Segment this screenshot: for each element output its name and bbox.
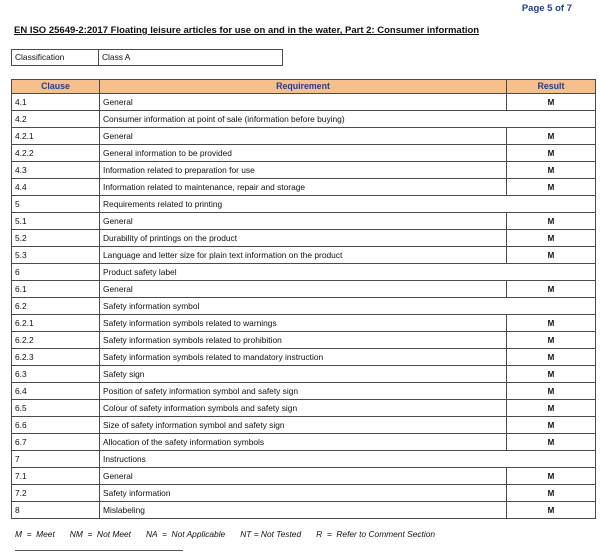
table-row [12,281,596,298]
table-row [12,468,596,485]
clause-cell: 6.2.2 [12,332,100,349]
clause-cell: 5 [12,196,100,213]
table-row [12,111,596,128]
result-cell: M [507,128,596,145]
requirement-cell: Product safety label [100,264,596,281]
clause-cell: 8 [12,502,100,519]
clause-cell: 6.6 [12,417,100,434]
requirement-cell: Safety sign [100,366,507,383]
clause-cell: 7.2 [12,485,100,502]
requirement-cell: Allocation of the safety information symbols [100,434,507,451]
table-row [12,162,596,179]
clause-cell: 6.5 [12,400,100,417]
result-cell: M [507,230,596,247]
result-cell: M [507,145,596,162]
requirement-cell: Information related to preparation for use [100,162,507,179]
requirements-table [11,79,596,519]
requirement-cell: Safety information symbols related to prohibition [100,332,507,349]
requirement-cell: General information to be provided [100,145,507,162]
table-row [12,179,596,196]
requirement-cell: Safety information symbol [100,298,596,315]
requirement-cell: Language and letter size for plain text information on the product [100,247,507,264]
requirement-cell: Safety information symbols related to warnings [100,315,507,332]
clause-cell: 6.2.3 [12,349,100,366]
legend-item: M = Meet [15,529,55,539]
clause-cell: 7.1 [12,468,100,485]
table-body [12,94,596,519]
requirement-cell: General [100,468,507,485]
result-cell: M [507,281,596,298]
clause-cell: 6.4 [12,383,100,400]
table-row [12,264,596,281]
clause-cell: 5.1 [12,213,100,230]
result-cell: M [507,502,596,519]
table-row [12,349,596,366]
requirement-cell: Safety information [100,485,507,502]
clause-cell: 4.1 [12,94,100,111]
clause-cell: 7 [12,451,100,468]
header-result: Result [507,80,596,94]
table-row [12,94,596,111]
table-row [12,315,596,332]
legend-item: NM = Not Meet [69,529,131,539]
table-row [12,145,596,162]
clause-cell: 6.2 [12,298,100,315]
table-row [12,383,596,400]
requirement-cell: Instructions [100,451,596,468]
table-header-row [12,80,596,94]
result-cell: M [507,315,596,332]
table-row [12,332,596,349]
requirement-cell: Durability of printings on the product [100,230,507,247]
requirement-cell: Safety information symbols related to mandatory instruction [100,349,507,366]
footer-divider [15,550,183,551]
table-row [12,400,596,417]
result-cell: M [507,468,596,485]
table-row [12,485,596,502]
table-row [12,417,596,434]
result-cell: M [507,366,596,383]
result-cell: M [507,247,596,264]
clause-cell: 4.2 [12,111,100,128]
result-cell: M [507,162,596,179]
result-cell: M [507,485,596,502]
legend [15,529,450,539]
requirement-cell: Mislabeling [100,502,507,519]
clause-cell: 4.2.1 [12,128,100,145]
result-cell: M [507,349,596,366]
table-row [12,247,596,264]
requirement-cell: Consumer information at point of sale (information before buying) [100,111,596,128]
header-clause: Clause [12,80,100,94]
result-cell: M [507,417,596,434]
result-cell: M [507,179,596,196]
requirement-cell: Position of safety information symbol and safety sign [100,383,507,400]
header-requirement: Requirement [100,80,507,94]
clause-cell: 4.2.2 [12,145,100,162]
legend-item: R = Refer to Comment Section [316,529,436,539]
result-cell: M [507,213,596,230]
table-row [12,196,596,213]
requirement-cell: Requirements related to printing [100,196,596,213]
requirement-cell: General [100,128,507,145]
clause-cell: 6.2.1 [12,315,100,332]
clause-cell: 6 [12,264,100,281]
table-row [12,451,596,468]
requirement-cell: Information related to maintenance, repair and storage [100,179,507,196]
clause-cell: 6.7 [12,434,100,451]
classification-label: Classification [12,50,99,66]
clause-cell: 5.2 [12,230,100,247]
requirement-cell: General [100,281,507,298]
requirement-cell: General [100,94,507,111]
clause-cell: 4.4 [12,179,100,196]
page-number: Page 5 of 7 [521,3,572,14]
result-cell: M [507,434,596,451]
result-cell: M [507,332,596,349]
clause-cell: 6.3 [12,366,100,383]
table-row [12,230,596,247]
table-row [12,128,596,145]
document-title: EN ISO 25649-2:2017 Floating leisure articles for use on and in the water, Part 2: Consumer information [14,25,480,36]
requirement-cell: Size of safety information symbol and safety sign [100,417,507,434]
classification-value: Class A [99,50,283,66]
table-row [12,502,596,519]
legend-item: NA = Not Applicable [146,529,226,539]
requirement-cell: General [100,213,507,230]
table-row [12,213,596,230]
table-row [12,298,596,315]
clause-cell: 4.3 [12,162,100,179]
clause-cell: 6.1 [12,281,100,298]
clause-cell: 5.3 [12,247,100,264]
result-cell: M [507,400,596,417]
legend-item: NT = Not Tested [240,529,302,539]
result-cell: M [507,383,596,400]
requirement-cell: Colour of safety information symbols and safety sign [100,400,507,417]
classification-row [12,50,283,66]
result-cell: M [507,94,596,111]
table-row [12,366,596,383]
classification-table [11,49,283,66]
table-row [12,434,596,451]
